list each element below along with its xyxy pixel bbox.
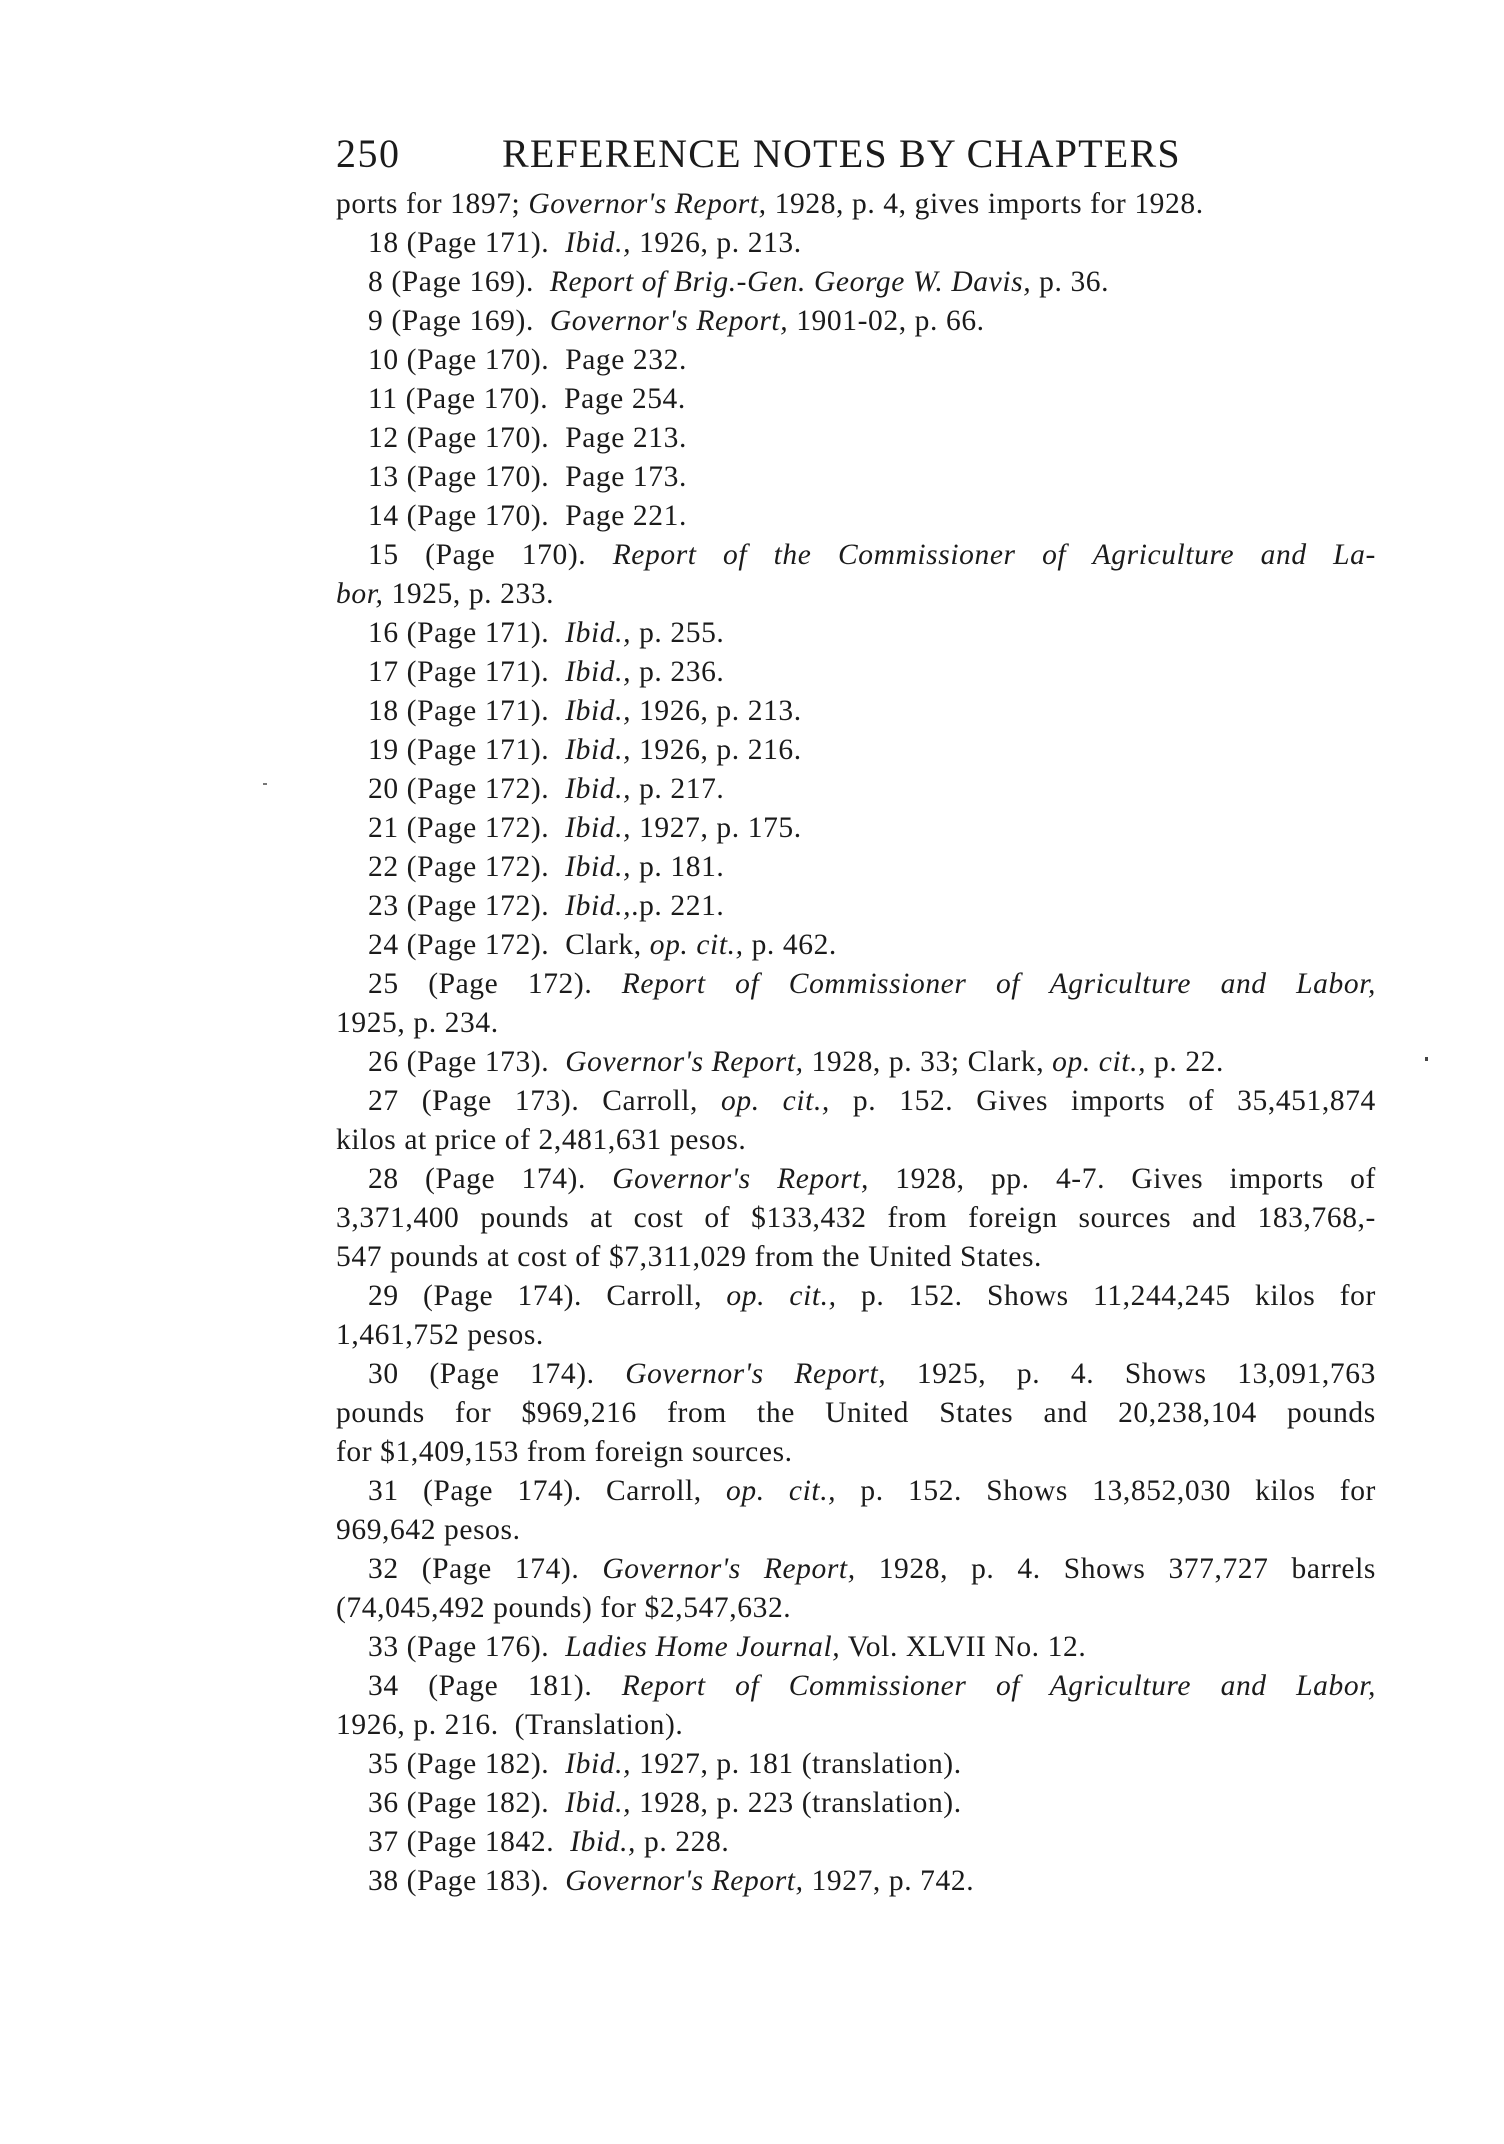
note-line (336, 926, 1376, 965)
note-text: 1925, p. 234. (336, 1007, 499, 1039)
note-citation-italic: Report of Brig.-Gen. George W. Davis, (549, 266, 1032, 298)
note-line (336, 458, 1376, 497)
note-word: Agriculture (1092, 539, 1235, 571)
note-line (336, 653, 1376, 692)
note-citation-italic: Ibid., (565, 1748, 632, 1780)
note-word: 29 (368, 1280, 399, 1312)
note-word: imports (1071, 1085, 1166, 1117)
note-word: cit., (789, 1280, 837, 1312)
note-line (336, 380, 1376, 419)
note-text: p. 255. (631, 617, 725, 649)
running-header (336, 130, 1376, 177)
note-word: and (1260, 539, 1307, 571)
note-word: of (995, 968, 1021, 1000)
note-line (336, 1823, 1376, 1862)
note-word: p. (852, 1085, 877, 1117)
note-text: Vol. XLVII No. 12. (840, 1631, 1087, 1663)
note-word: 183,768,- (1257, 1202, 1376, 1234)
note-text: 9 (Page 169). (368, 305, 550, 337)
note-word: 13,852,030 (1092, 1475, 1231, 1507)
reference-notes (336, 185, 1376, 1901)
stray-mark (1425, 1057, 1428, 1061)
note-word: foreign (968, 1202, 1058, 1234)
note-word: 15 (368, 539, 399, 571)
note-word: and (1043, 1397, 1088, 1429)
note-text: 18 (Page 171). (368, 227, 566, 259)
note-word: cit., (788, 1475, 837, 1507)
note-line (336, 224, 1376, 263)
note-text: 16 (Page 171). (368, 617, 566, 649)
note-line (336, 1628, 1376, 1667)
note-text: 24 (Page 172). Clark, (368, 929, 650, 961)
note-text: 1926, p. 216. (Translation). (336, 1709, 684, 1741)
note-text: 22 (Page 172). (368, 851, 566, 883)
note-line (336, 1433, 1376, 1472)
note-text: 1928, p. 4, gives imports for 1928. (766, 188, 1204, 220)
note-text: 1926, p. 216. (631, 734, 802, 766)
note-citation-italic: Ibid., (565, 617, 632, 649)
note-line (336, 1199, 1376, 1238)
note-citation-italic: op. cit., (1052, 1046, 1147, 1078)
note-text: p. 217. (631, 773, 725, 805)
note-word: Report (612, 539, 697, 571)
note-citation-italic: Ibid., (565, 656, 632, 688)
note-line (336, 692, 1376, 731)
note-word: and (1220, 968, 1267, 1000)
note-word: 1928, (895, 1163, 965, 1195)
note-word: Commissioner (837, 539, 1016, 571)
note-word: Commissioner (788, 1670, 967, 1702)
note-word: $969,216 (521, 1397, 637, 1429)
note-word: for (1339, 1280, 1376, 1312)
note-citation-italic: Ibid., (565, 695, 632, 727)
note-text: 1926, p. 213. (631, 695, 802, 727)
note-text: 19 (Page 171). (368, 734, 566, 766)
note-word: 174). (514, 1553, 580, 1585)
note-word: sources (1078, 1202, 1172, 1234)
note-line (336, 1862, 1376, 1901)
note-word: 174). (530, 1358, 595, 1390)
note-word: 35,451,874 (1237, 1085, 1376, 1117)
note-citation-italic: Ibid., (565, 851, 632, 883)
note-text: 36 (Page 182). (368, 1787, 566, 1819)
note-citation-italic: Governor's Report, (528, 188, 767, 220)
note-word: Shows (1063, 1553, 1146, 1585)
note-word: Labor, (1296, 1670, 1376, 1702)
note-line (336, 1121, 1376, 1160)
note-word: 152. (899, 1085, 954, 1117)
note-word: pounds (1287, 1397, 1376, 1429)
note-word: 20,238,104 (1118, 1397, 1257, 1429)
note-line (336, 1667, 1376, 1706)
note-word: from (887, 1202, 948, 1234)
note-word: 174). (517, 1280, 582, 1312)
note-word: 1925, (916, 1358, 987, 1390)
note-text: 1928, p. 33; Clark, (803, 1046, 1053, 1078)
note-word: 11,244,245 (1093, 1280, 1231, 1312)
note-word: of (704, 1202, 731, 1234)
note-word: 170). (521, 539, 587, 571)
note-line (336, 1160, 1376, 1199)
note-word: 152. (908, 1280, 963, 1312)
note-word: from (667, 1397, 727, 1429)
note-word: Report (621, 1670, 706, 1702)
note-word: of (1350, 1163, 1376, 1195)
note-citation-italic: Ibid., (565, 1787, 632, 1819)
note-word: at (590, 1202, 613, 1234)
note-word: Gives (976, 1085, 1049, 1117)
note-line (336, 614, 1376, 653)
note-word: 27 (368, 1085, 399, 1117)
note-word: (Page (425, 1163, 496, 1195)
note-word: and (1220, 1670, 1267, 1702)
note-line (336, 1784, 1376, 1823)
note-word: 181). (527, 1670, 593, 1702)
note-citation-italic: Governor's Report, (565, 1865, 804, 1897)
note-line (336, 1511, 1376, 1550)
note-word: 4-7. (1055, 1163, 1106, 1195)
note-word: cost (633, 1202, 684, 1234)
note-text: p. 181. (631, 851, 725, 883)
note-word: Carroll, (606, 1280, 703, 1312)
note-line (336, 731, 1376, 770)
note-line (336, 497, 1376, 536)
note-word: barrels (1291, 1553, 1376, 1585)
note-word: of (735, 968, 760, 1000)
note-word: States (939, 1397, 1014, 1429)
note-line (336, 1316, 1376, 1355)
note-text: 37 (Page 1842. (368, 1826, 571, 1858)
note-line (336, 848, 1376, 887)
note-word: imports (1229, 1163, 1324, 1195)
note-word: the (757, 1397, 795, 1429)
note-text: for $1,409,153 from foreign sources. (336, 1436, 793, 1468)
note-word: p. (971, 1553, 995, 1585)
note-word: of (1188, 1085, 1215, 1117)
note-text: 18 (Page 171). (368, 695, 566, 727)
note-line (336, 1550, 1376, 1589)
note-citation-italic: Ibid., (565, 812, 632, 844)
note-word: 174). (521, 1163, 586, 1195)
note-text: 23 (Page 172). (368, 890, 566, 922)
note-word: Commissioner (788, 968, 967, 1000)
note-text: 20 (Page 172). (368, 773, 566, 805)
note-word: Report (621, 968, 706, 1000)
note-word: Report, (794, 1358, 887, 1390)
note-word: Labor, (1296, 968, 1376, 1000)
note-citation-italic: Ibid., (565, 890, 632, 922)
note-word: 377,727 (1168, 1553, 1269, 1585)
note-text: 8 (Page 169). (368, 266, 550, 298)
note-word: Report, (763, 1553, 856, 1585)
note-word: 32 (368, 1553, 399, 1585)
note-line (336, 185, 1376, 224)
note-word: pp. (990, 1163, 1030, 1195)
note-word: pounds (480, 1202, 570, 1234)
note-text: p. 228. (636, 1826, 730, 1858)
note-word: Agriculture (1049, 1670, 1192, 1702)
note-word: Governor's (602, 1553, 741, 1585)
note-word: (Page (423, 1280, 494, 1312)
note-line (336, 1589, 1376, 1628)
note-word: Gives (1131, 1163, 1204, 1195)
note-citation-italic: Ibid., (570, 1826, 637, 1858)
note-word: 28 (368, 1163, 399, 1195)
note-line (336, 1238, 1376, 1277)
note-word: 173). (514, 1085, 580, 1117)
note-text: 35 (Page 182). (368, 1748, 566, 1780)
stray-mark (263, 783, 267, 785)
note-line (336, 1745, 1376, 1784)
note-word: (Page (421, 1085, 492, 1117)
note-text: 38 (Page 183). (368, 1865, 566, 1897)
note-word: 34 (368, 1670, 399, 1702)
note-line (336, 536, 1376, 575)
note-text: 1,461,752 pesos. (336, 1319, 544, 1351)
note-word: p. (860, 1475, 884, 1507)
note-text: 969,642 pesos. (336, 1514, 521, 1546)
note-line (336, 887, 1376, 926)
note-text: 33 (Page 176). (368, 1631, 566, 1663)
note-word: op. (721, 1085, 760, 1117)
note-text: 13 (Page 170). Page 173. (368, 461, 687, 493)
note-word: the (773, 539, 812, 571)
note-text: 12 (Page 170). Page 213. (368, 422, 687, 454)
note-word: (Page (422, 1475, 494, 1507)
note-line (336, 1355, 1376, 1394)
note-word: 1928, (878, 1553, 949, 1585)
note-word: Carroll, (606, 1475, 702, 1507)
note-text: 11 (Page 170). Page 254. (368, 383, 686, 415)
note-line (336, 1082, 1376, 1121)
note-word: of (723, 539, 748, 571)
note-line (336, 809, 1376, 848)
note-text: ports for 1897; (336, 188, 529, 220)
note-text: 1928, p. 223 (translation). (631, 1787, 962, 1819)
note-word: 30 (368, 1358, 399, 1390)
note-word: op. (726, 1280, 766, 1312)
page-title: REFERENCE NOTES BY CHAPTERS (502, 131, 1181, 176)
note-word: Shows (1124, 1358, 1207, 1390)
note-word: Governor's (625, 1358, 764, 1390)
note-text: 17 (Page 171). (368, 656, 566, 688)
note-word: Governor's (612, 1163, 751, 1195)
note-word: p. (860, 1280, 885, 1312)
note-word: $133,432 (751, 1202, 867, 1234)
note-word: (Page (425, 539, 496, 571)
note-citation-italic: Ibid., (565, 773, 632, 805)
note-line (336, 1004, 1376, 1043)
note-text: .p. 221. (631, 890, 725, 922)
note-citation-italic: Ibid., (565, 227, 632, 259)
note-citation-italic: op. cit., (649, 929, 744, 961)
note-word: 174). (517, 1475, 582, 1507)
note-word: La- (1333, 539, 1376, 571)
note-citation-italic: Ibid., (565, 734, 632, 766)
note-line (336, 302, 1376, 341)
note-text: p. 36. (1031, 266, 1110, 298)
note-word: (Page (428, 968, 499, 1000)
note-word: 4. (1017, 1553, 1041, 1585)
note-word: 25 (368, 968, 399, 1000)
page-number: 250 (336, 131, 401, 176)
note-text: 1927, p. 175. (631, 812, 802, 844)
note-word: pounds (336, 1397, 425, 1429)
note-word: of (995, 1670, 1021, 1702)
note-word: of (735, 1670, 760, 1702)
note-line (336, 770, 1376, 809)
note-word: Shows (986, 1475, 1068, 1507)
note-word: kilos (1255, 1475, 1316, 1507)
note-line (336, 1394, 1376, 1433)
note-line (336, 1472, 1376, 1511)
note-text: kilos at price of 2,481,631 pesos. (336, 1124, 747, 1156)
note-word: (Page (429, 1358, 500, 1390)
note-text: 1927, p. 742. (803, 1865, 975, 1897)
note-line (336, 1706, 1376, 1745)
note-text: p. 236. (631, 656, 725, 688)
note-word: United (825, 1397, 909, 1429)
note-line (336, 575, 1376, 614)
note-text: 14 (Page 170). Page 221. (368, 500, 687, 532)
note-text: 547 pounds at cost of $7,311,029 from the United States. (336, 1241, 1043, 1273)
note-word: (Page (428, 1670, 499, 1702)
note-word: 3,371,400 (336, 1202, 460, 1234)
note-text: 1925, p. 233. (383, 578, 555, 610)
note-citation-italic: bor, (336, 578, 384, 610)
note-word: (Page (421, 1553, 492, 1585)
note-line (336, 341, 1376, 380)
note-word: 13,091,763 (1237, 1358, 1376, 1390)
note-line (336, 965, 1376, 1004)
note-line (336, 263, 1376, 302)
note-word: op. (726, 1475, 765, 1507)
note-line (336, 419, 1376, 458)
note-word: for (455, 1397, 492, 1429)
note-word: for (1339, 1475, 1376, 1507)
note-text: p. 22. (1146, 1046, 1224, 1078)
note-word: Shows (986, 1280, 1069, 1312)
note-line (336, 1277, 1376, 1316)
note-word: kilos (1255, 1280, 1316, 1312)
note-text: 1926, p. 213. (631, 227, 802, 259)
note-text: (74,045,492 pounds) for $2,547,632. (336, 1592, 792, 1624)
note-word: 4. (1070, 1358, 1095, 1390)
note-text: p. 462. (743, 929, 837, 961)
note-word: 172). (527, 968, 593, 1000)
note-text: 1927, p. 181 (translation). (631, 1748, 962, 1780)
note-word: cit., (782, 1085, 830, 1117)
note-text: 26 (Page 173). (368, 1046, 566, 1078)
note-text: 10 (Page 170). Page 232. (368, 344, 687, 376)
note-word: p. (1016, 1358, 1041, 1390)
page (336, 130, 1376, 1901)
note-citation-italic: Governor's Report, (565, 1046, 804, 1078)
note-citation-italic: Ladies Home Journal, (565, 1631, 841, 1663)
note-word: Report, (777, 1163, 869, 1195)
note-word: 152. (907, 1475, 962, 1507)
note-citation-italic: Governor's Report, (549, 305, 789, 337)
note-line (336, 1043, 1376, 1082)
note-text: 1901-02, p. 66. (788, 305, 985, 337)
note-word: 31 (368, 1475, 399, 1507)
note-word: of (1042, 539, 1067, 571)
note-word: Carroll, (602, 1085, 699, 1117)
note-text: 21 (Page 172). (368, 812, 566, 844)
note-word: and (1192, 1202, 1237, 1234)
note-word: Agriculture (1049, 968, 1192, 1000)
